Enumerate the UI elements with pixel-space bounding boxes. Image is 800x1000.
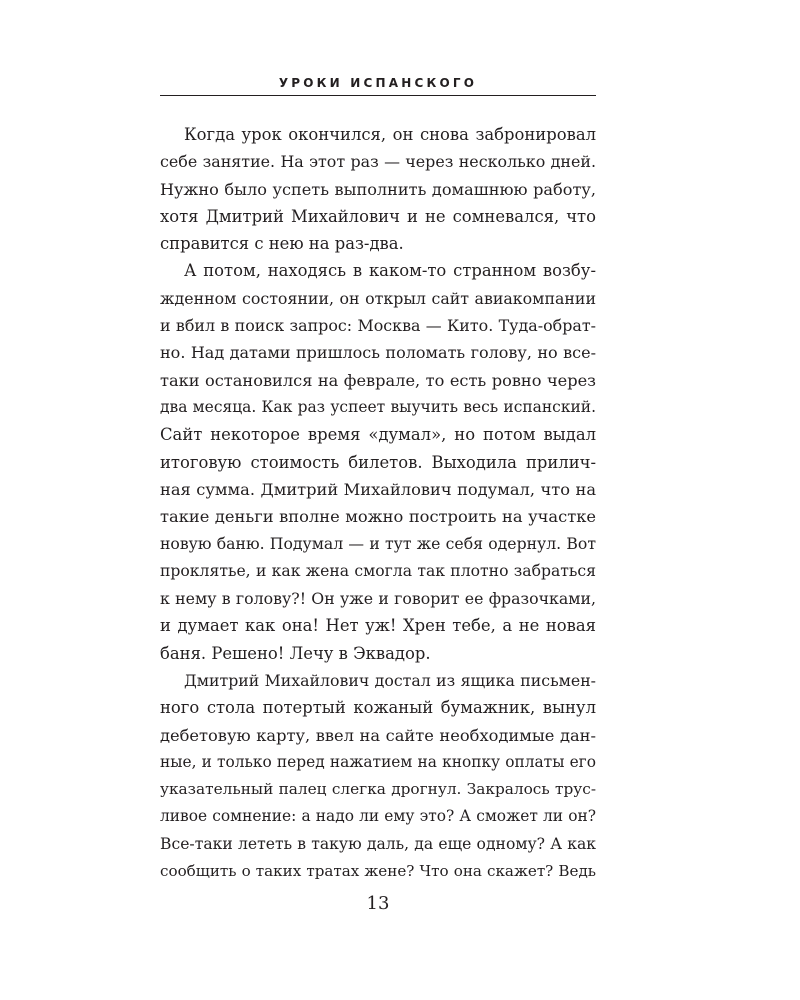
running-head: УРОКИ ИСПАНСКОГО [278,76,478,90]
text-line: ная сумма. Дмитрий Михайлович подумал, что на [160,479,596,499]
text-line: А потом, находясь в каком-то странном возбу- [184,261,596,281]
text-line: Дмитрий Михайлович достал из ящика письмен- [184,670,596,690]
text-line: Когда урок окончился, он снова забронировал [184,125,596,144]
text-line: себе занятие. На этот раз — через несколько дней. [160,152,596,172]
text-line: Все-таки лететь в такую даль, да еще одному? А как [160,834,596,853]
text-line: ного стола потертый кожаный бумажник, вынул [160,698,596,718]
text-line: такие деньги вполне можно построить на участке [160,507,596,527]
body-text [160,121,596,885]
text-line: но. Над датами пришлось поломать голову, но все- [160,343,596,363]
text-line: проклятье, и как жена смогла так плотно забраться [160,561,596,580]
text-line: и думает как она! Нет уж! Хрен тебе, а не новая [160,616,596,636]
text-line: новую баню. Подумал — и тут же себя одернул. Вот [160,534,596,554]
text-line: хотя Дмитрий Михайлович и не сомневался, что [160,206,596,226]
text-line: таки остановился на феврале, то есть ровно через [160,370,596,390]
text-line: Сайт некоторое время «думал», но потом выдал [160,425,596,445]
text-line: ные, и только перед нажатием на кнопку оплаты его [160,752,596,771]
page-number: 13 [366,893,390,914]
text-line: к нему в голову?! Он уже и говорит ее фразочками, [160,589,596,609]
text-line: итоговую стоимость билетов. Выходила прилич- [160,452,596,472]
text-line: два месяца. Как раз успеет выучить весь испанский. [160,397,596,416]
text-line: справится с нею на раз-два. [160,234,404,254]
text-line: Нужно было успеть выполнить домашнюю работу, [160,179,596,199]
text-line: указательный палец слегка дрогнул. Закралось трус- [160,780,596,799]
text-line: дебетовую карту, ввел на сайте необходимые дан- [160,725,596,745]
text-line: сообщить о таких тратах жене? Что она скажет? Ведь [160,862,596,881]
text-line: и вбил в поиск запрос: Москва — Кито. Туда-обрат- [160,316,596,336]
text-line: ливое сомнение: а надо ли ему это? А сможет ли он? [160,807,596,826]
text-line: жденном состоянии, он открыл сайт авиакомпании [160,288,596,308]
header-rule [160,95,596,96]
text-line: баня. Решено! Лечу в Эквадор. [160,643,431,663]
